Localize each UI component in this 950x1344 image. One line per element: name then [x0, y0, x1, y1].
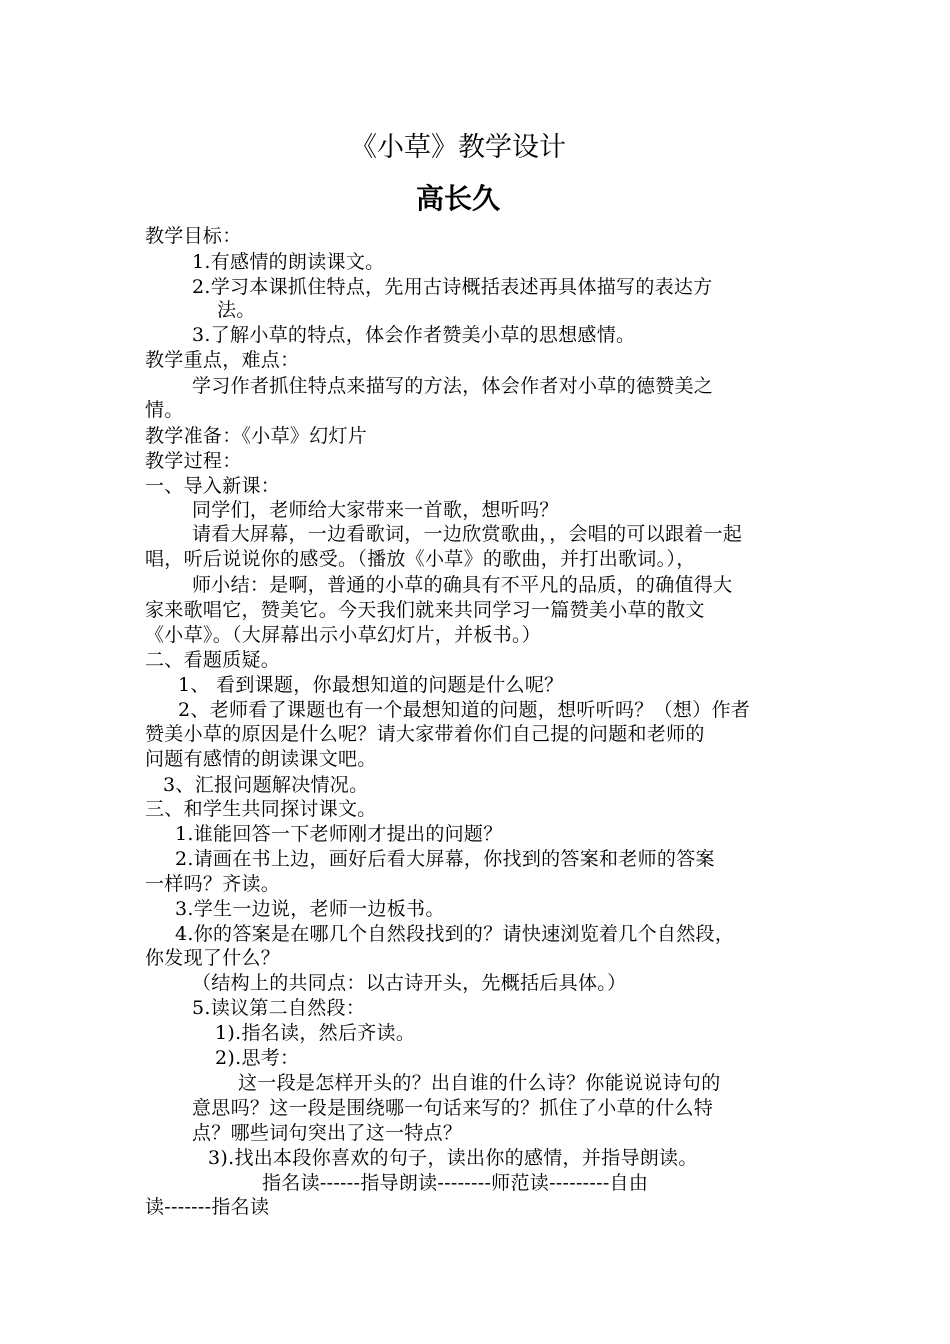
- text-line: 1).指名读，然后齐读。: [215, 1022, 416, 1044]
- text-line: 读-------指名读: [145, 1196, 270, 1218]
- text-line: 一样吗？齐读。: [145, 873, 281, 895]
- text-line: 3.了解小草的特点，体会作者赞美小草的思想感情。: [192, 324, 636, 346]
- text-line: 教学目标：: [145, 225, 242, 247]
- document-author: 高长久: [415, 182, 500, 215]
- text-line: 学习作者抓住特点来描写的方法，体会作者对小草的德赞美之: [192, 375, 714, 397]
- text-line: 师小结：是啊，普通的小草的确具有不平凡的品质，的确值得大: [192, 574, 733, 596]
- text-line: 2.请画在书上边，画好后看大屏幕，你找到的答案和老师的答案: [175, 848, 715, 870]
- text-line: 这一段是怎样开头的？出自谁的什么诗？你能说说诗句的: [238, 1072, 721, 1094]
- text-line: 2、老师看了课题也有一个最想知道的问题，想听听吗？（想）作者: [178, 699, 751, 721]
- text-line: 2.学习本课抓住特点，先用古诗概括表述再具体描写的表达方: [192, 276, 713, 298]
- text-line: 教学重点，难点：: [145, 349, 300, 371]
- text-line: 请看大屏幕，一边看歌词，一边欣赏歌曲，，会唱的可以跟着一起: [192, 523, 743, 545]
- text-line: 情。: [145, 399, 184, 421]
- text-line: 1、 看到课题，你最想知道的问题是什么呢？: [178, 674, 564, 696]
- text-line: 指名读------指导朗读--------师范读---------自由: [262, 1172, 649, 1194]
- text-line: 同学们，老师给大家带来一首歌，想听吗？: [192, 499, 559, 521]
- text-line: 家来歌唱它，赞美它。今天我们就来共同学习一篇赞美小草的散文: [145, 599, 705, 621]
- text-line: 问题有感情的朗读课文吧。: [145, 748, 377, 770]
- text-line: 教学准备：《小草》幻灯片: [145, 425, 368, 447]
- text-line: 二、看题质疑。: [145, 649, 281, 671]
- text-line: 唱，听后说说你的感受。（播放《小草》的歌曲，并打出歌词。），: [145, 548, 696, 570]
- text-line: 3).找出本段你喜欢的句子，读出你的感情，并指导朗读。: [208, 1147, 698, 1169]
- text-line: 你发现了什么？: [145, 947, 281, 969]
- text-line: 4.你的答案是在哪几个自然段找到的？请快速浏览着几个自然段，: [175, 923, 735, 945]
- text-line: 2).思考：: [215, 1047, 300, 1069]
- text-line: 意思吗？这一段是围绕哪一句话来写的？抓住了小草的什么特: [192, 1097, 714, 1119]
- text-line: 3.学生一边说，老师一边板书。: [175, 898, 445, 920]
- text-line: 法。: [217, 299, 256, 321]
- text-line: 3、汇报问题解决情况。: [163, 774, 369, 796]
- text-line: 赞美小草的原因是什么呢？请大家带着你们自己提的问题和老师的: [145, 723, 705, 745]
- text-line: 《小草》。（大屏幕出示小草幻灯片，并板书。）: [145, 624, 542, 646]
- text-line: 5.读议第二自然段：: [192, 997, 366, 1019]
- text-line: 一、导入新课：: [145, 475, 281, 497]
- text-line: 教学过程：: [145, 450, 242, 472]
- text-line: 1.有感情的朗读课文。: [192, 251, 385, 273]
- text-line: 三、和学生共同探讨课文。: [145, 798, 377, 820]
- text-line: （结构上的共同点：以古诗开头，先概括后具体。）: [192, 972, 627, 994]
- text-line: 点？哪些词句突出了这一特点？: [192, 1122, 463, 1144]
- text-line: 1.谁能回答一下老师刚才提出的问题？: [175, 823, 503, 845]
- document-title: 《小草》教学设计: [350, 132, 566, 163]
